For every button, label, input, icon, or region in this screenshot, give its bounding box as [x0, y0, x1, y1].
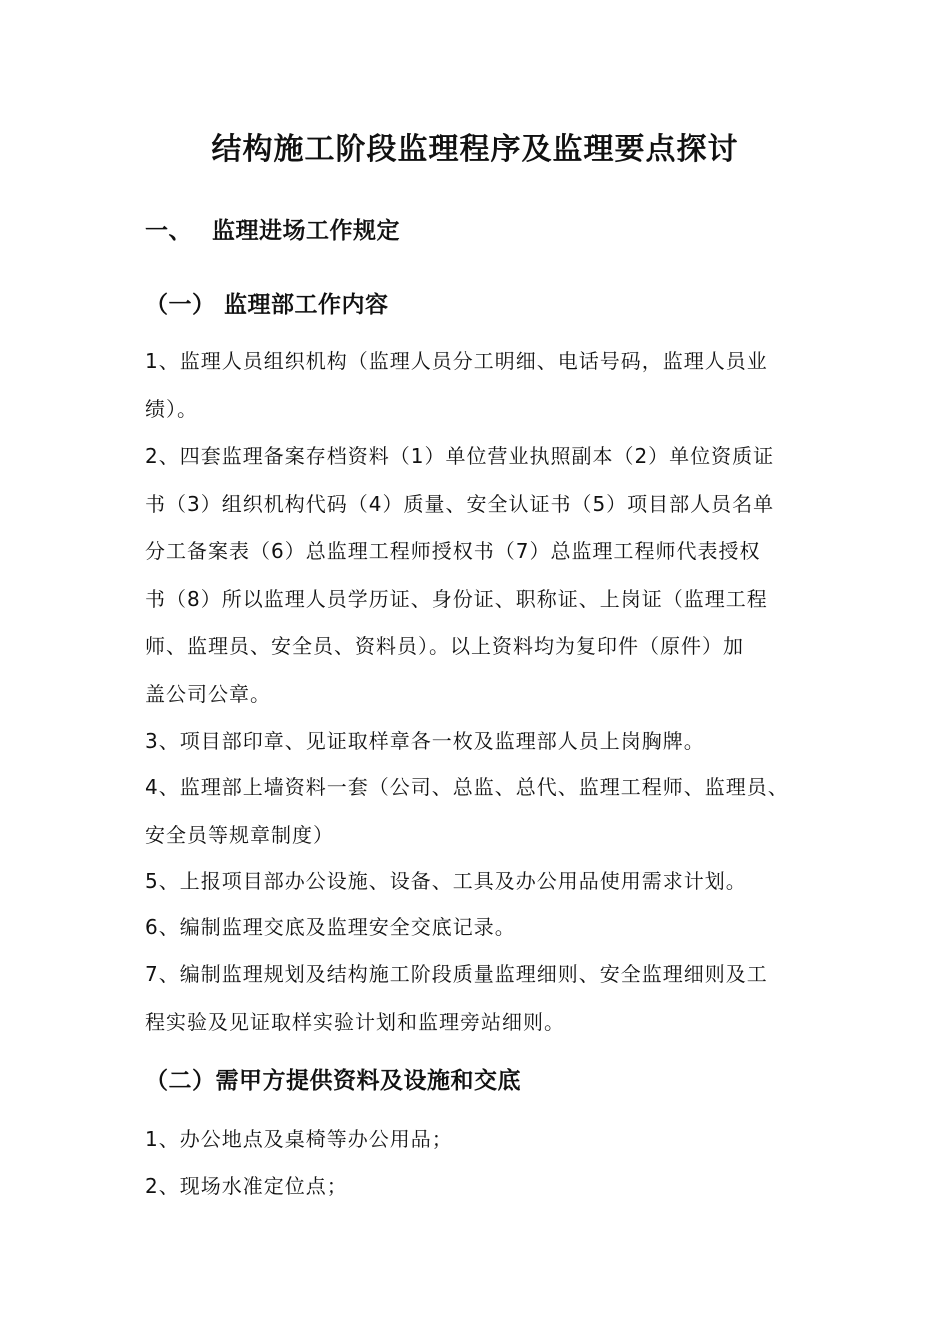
list-item-7: 7、编制监理规划及结构施工阶段质量监理细则、安全监理细则及工 程实验及见证取样实验计划和监理旁站细则。 [145, 962, 768, 1034]
list-item-9: 2、现场水准定位点； [145, 1174, 348, 1198]
list-item-8: 1、办公地点及桌椅等办公用品； [145, 1127, 453, 1151]
section-title: 监理进场工作规定 [212, 218, 400, 244]
document-title: 结构施工阶段监理程序及监理要点探讨 [211, 132, 739, 167]
subsection-heading-2: （二）需甲方提供资料及设施和交底 [145, 1068, 521, 1094]
list-item-2: 2、四套监理备案存档资料（1）单位营业执照副本（2）单位资质证 书（3）组织机构代码（4）质量、安全认证书（5）项目部人员名单 分工备案表（6）总监理工程师授权书（7）总监理工程师代表授权 书（8）所以监理人员学历证、身份证、职称证、上岗证（监理工程 师、监理员、安全员、资料员）。以上资料均为复印件（原件）加 盖公司公章。 [145, 444, 775, 706]
list-item-4: 4、监理部上墙资料一套（公司、总监、总代、监理工程师、监理员、 安全员等规章制度） [145, 775, 789, 847]
list-item-6: 6、编制监理交底及监理安全交底记录。 [145, 915, 516, 939]
subsection-heading-1: （一） 监理部工作内容 [145, 292, 389, 318]
section-heading-1 [145, 214, 400, 248]
section-number: 一、 [145, 218, 192, 244]
list-item-1: 1、监理人员组织机构（监理人员分工明细、电话号码，监理人员业 绩）。 [145, 349, 768, 421]
list-item-5: 5、上报项目部办公设施、设备、工具及办公用品使用需求计划。 [145, 869, 747, 893]
list-item-3: 3、项目部印章、见证取样章各一枚及监理部人员上岗胸牌。 [145, 729, 705, 753]
